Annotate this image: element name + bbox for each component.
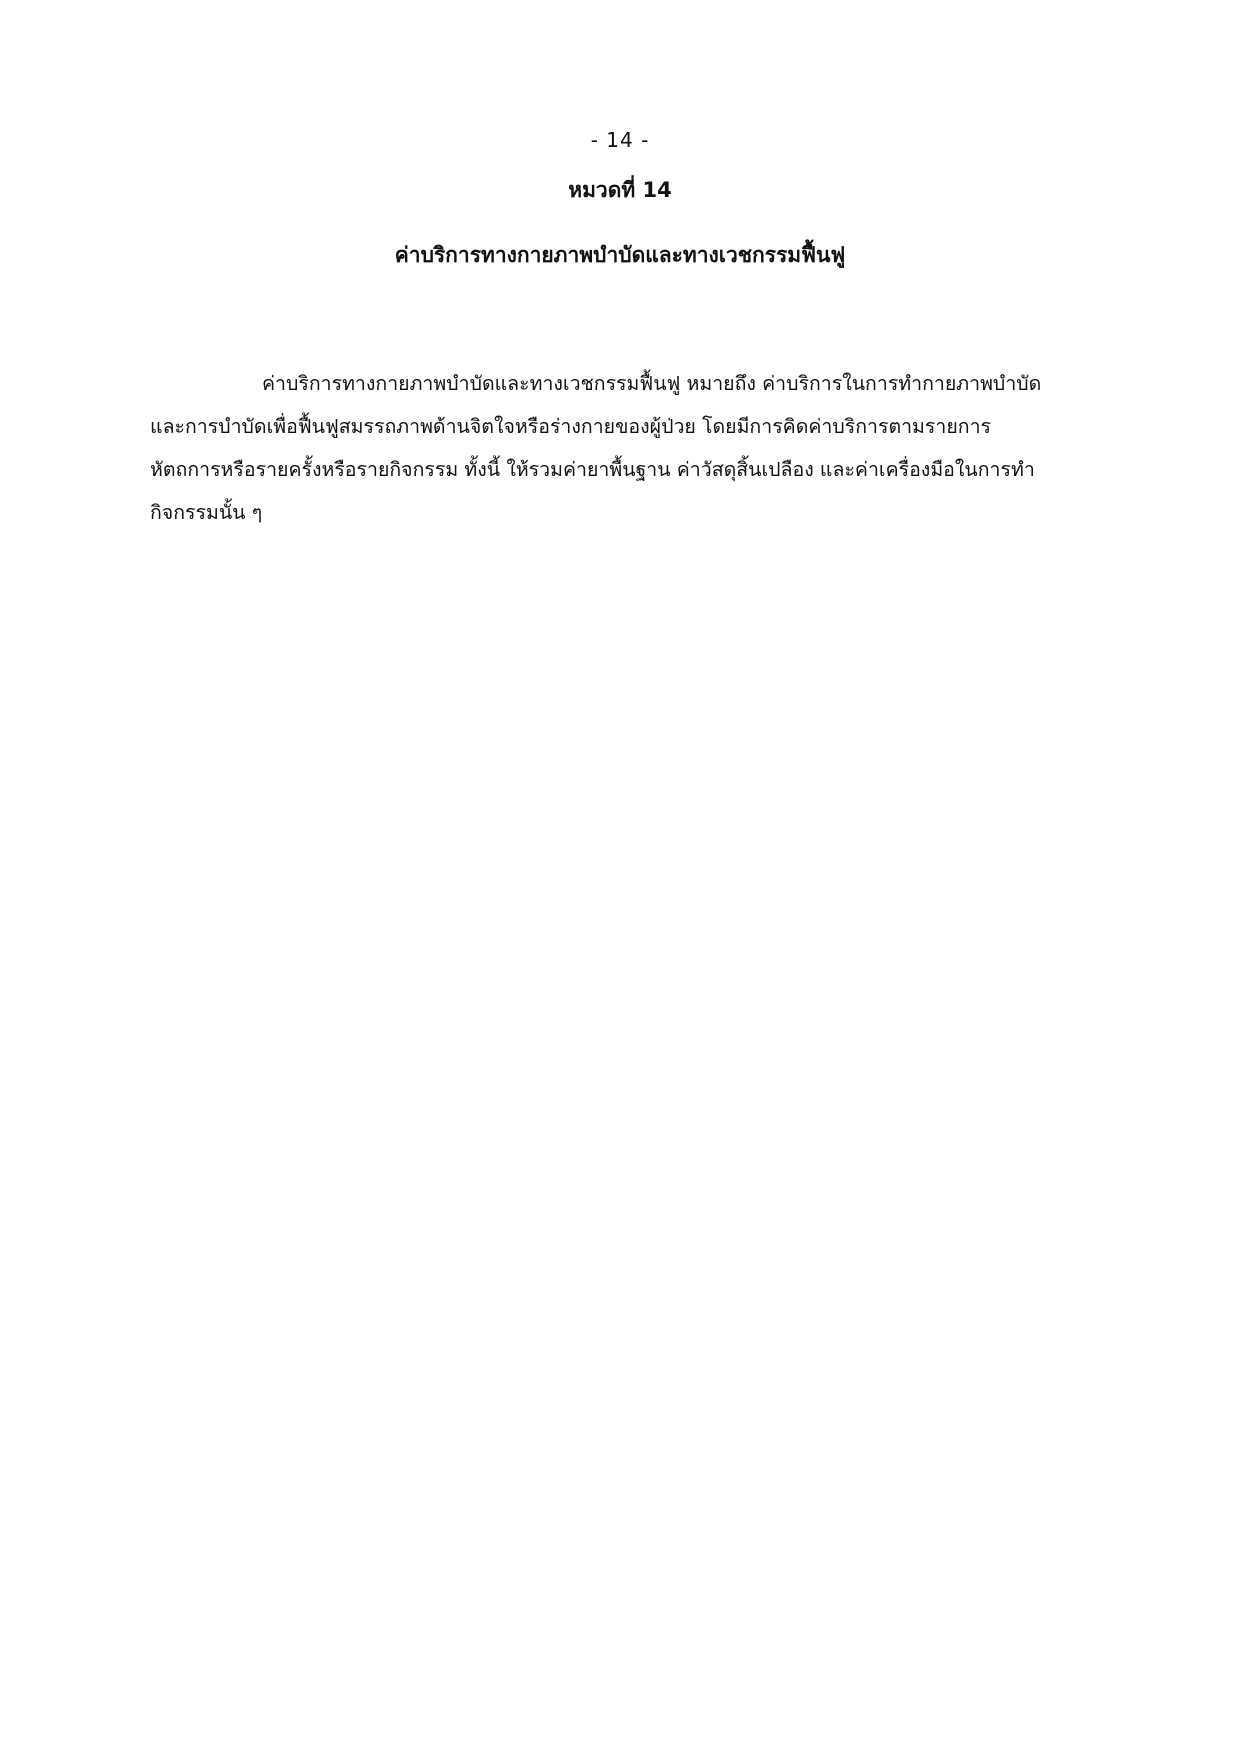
paragraph-line: หัตถการหรือรายครั้งหรือรายกิจกรรม ทั้งนี้ ให้รวมค่ายาพื้นฐาน ค่าวัสดุสิ้นเปลือง และค่าเครื่องมือในการทำ (150, 458, 1035, 481)
paragraph-line: ค่าบริการทางกายภาพบำบัดและทางเวชกรรมฟื้นฟู หมายถึง ค่าบริการในการทำกายภาพบำบัด (262, 372, 1042, 395)
chapter-label: หมวดที่ 14 (568, 178, 672, 202)
chapter-title: ค่าบริการทางกายภาพบำบัดและทางเวชกรรมฟื้นฟู (394, 243, 846, 267)
paragraph-line: และการบำบัดเพื่อฟื้นฟูสมรรถภาพด้านจิตใจหรือร่างกายของผู้ป่วย โดยมีการคิดค่าบริการตามรายการ (150, 415, 991, 438)
paragraph-line: กิจกรรมนั้น ๆ (150, 501, 263, 524)
body-paragraph (150, 362, 1090, 534)
page-number: - 14 - (590, 128, 650, 152)
